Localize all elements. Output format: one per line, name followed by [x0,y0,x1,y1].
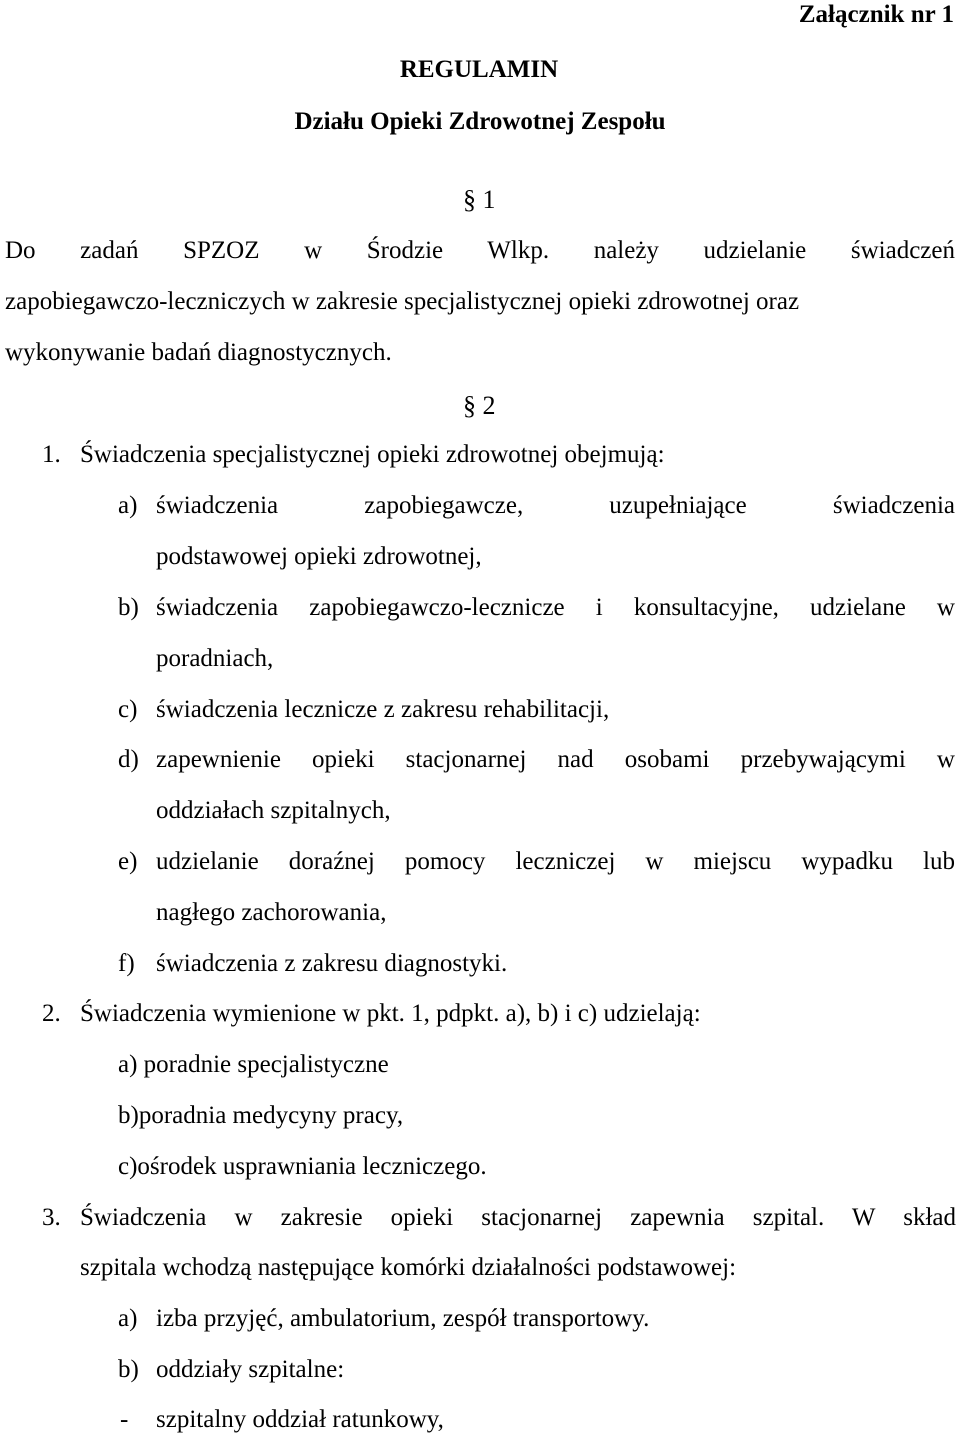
section-1-line-2: zapobiegawczo-leczniczych w zakresie specjalistycznej opieki zdrowotnej oraz [5,288,800,315]
point-3-dash-text: szpitalny oddział ratunkowy, [156,1406,444,1433]
document-subtitle: Działu Opieki Zdrowotnej Zespołu [294,108,666,135]
point-2-item-a: a) poradnie specjalistyczne [118,1051,389,1078]
section-1-line-3: wykonywanie badań diagnostycznych. [5,339,392,366]
section-1-line-1: Do zadań SPZOZ w Środzie Wlkp. należy udzielanie świadczeń [5,237,955,264]
point-2-item-b: b)poradnia medycyny pracy, [118,1102,404,1129]
point-3-line-1: Świadczenia w zakresie opieki stacjonarnej zapewnia szpital. W skład [80,1204,956,1231]
point-2-item-c: c)ośrodek usprawniania leczniczego. [118,1153,487,1180]
item-e-mark: e) [118,848,138,875]
item-d-line-1: zapewnienie opieki stacjonarnej nad osobami przebywającymi w [156,746,955,773]
item-e-line-2: nagłego zachorowania, [156,899,387,926]
point-3-item-a-text: izba przyjęć, ambulatorium, zespół transportowy. [156,1305,650,1332]
item-a-line-1: świadczenia zapobiegawcze, uzupełniające świadczenia [156,492,955,519]
document-title: REGULAMIN [399,56,559,83]
item-d-mark: d) [118,746,139,773]
point-3-dash-mark: - [120,1406,129,1433]
point-2-number: 2. [42,1000,61,1027]
point-3-item-b-mark: b) [118,1356,139,1383]
section-1-mark: § 1 [463,185,496,214]
item-f-line-1: świadczenia z zakresu diagnostyki. [156,950,508,977]
attachment-label: Załącznik nr 1 [798,1,954,28]
point-2-text: Świadczenia wymienione w pkt. 1, pdpkt. a), b) i c) udzielają: [80,1000,701,1027]
item-b-line-2: poradniach, [156,645,274,672]
item-c-mark: c) [118,696,138,723]
section-2-mark: § 2 [463,391,496,420]
item-a-line-2: podstawowej opieki zdrowotnej, [156,543,482,570]
item-c-line-1: świadczenia lecznicze z zakresu rehabilitacji, [156,696,610,723]
item-e-line-1: udzielanie doraźnej pomocy leczniczej w miejscu wypadku lub [156,848,955,875]
point-3-line-2: szpitala wchodzą następujące komórki działalności podstawowej: [80,1254,737,1281]
point-3-number: 3. [42,1204,61,1231]
point-3-item-b-text: oddziały szpitalne: [156,1356,345,1383]
item-f-mark: f) [118,950,135,977]
item-b-line-1: świadczenia zapobiegawczo-lecznicze i konsultacyjne, udzielane w [156,594,955,621]
point-1-number: 1. [42,441,61,468]
point-1-text: Świadczenia specjalistycznej opieki zdrowotnej obejmują: [80,441,665,468]
item-a-mark: a) [118,492,138,519]
point-3-item-a-mark: a) [118,1305,138,1332]
item-d-line-2: oddziałach szpitalnych, [156,797,391,824]
item-b-mark: b) [118,594,139,621]
